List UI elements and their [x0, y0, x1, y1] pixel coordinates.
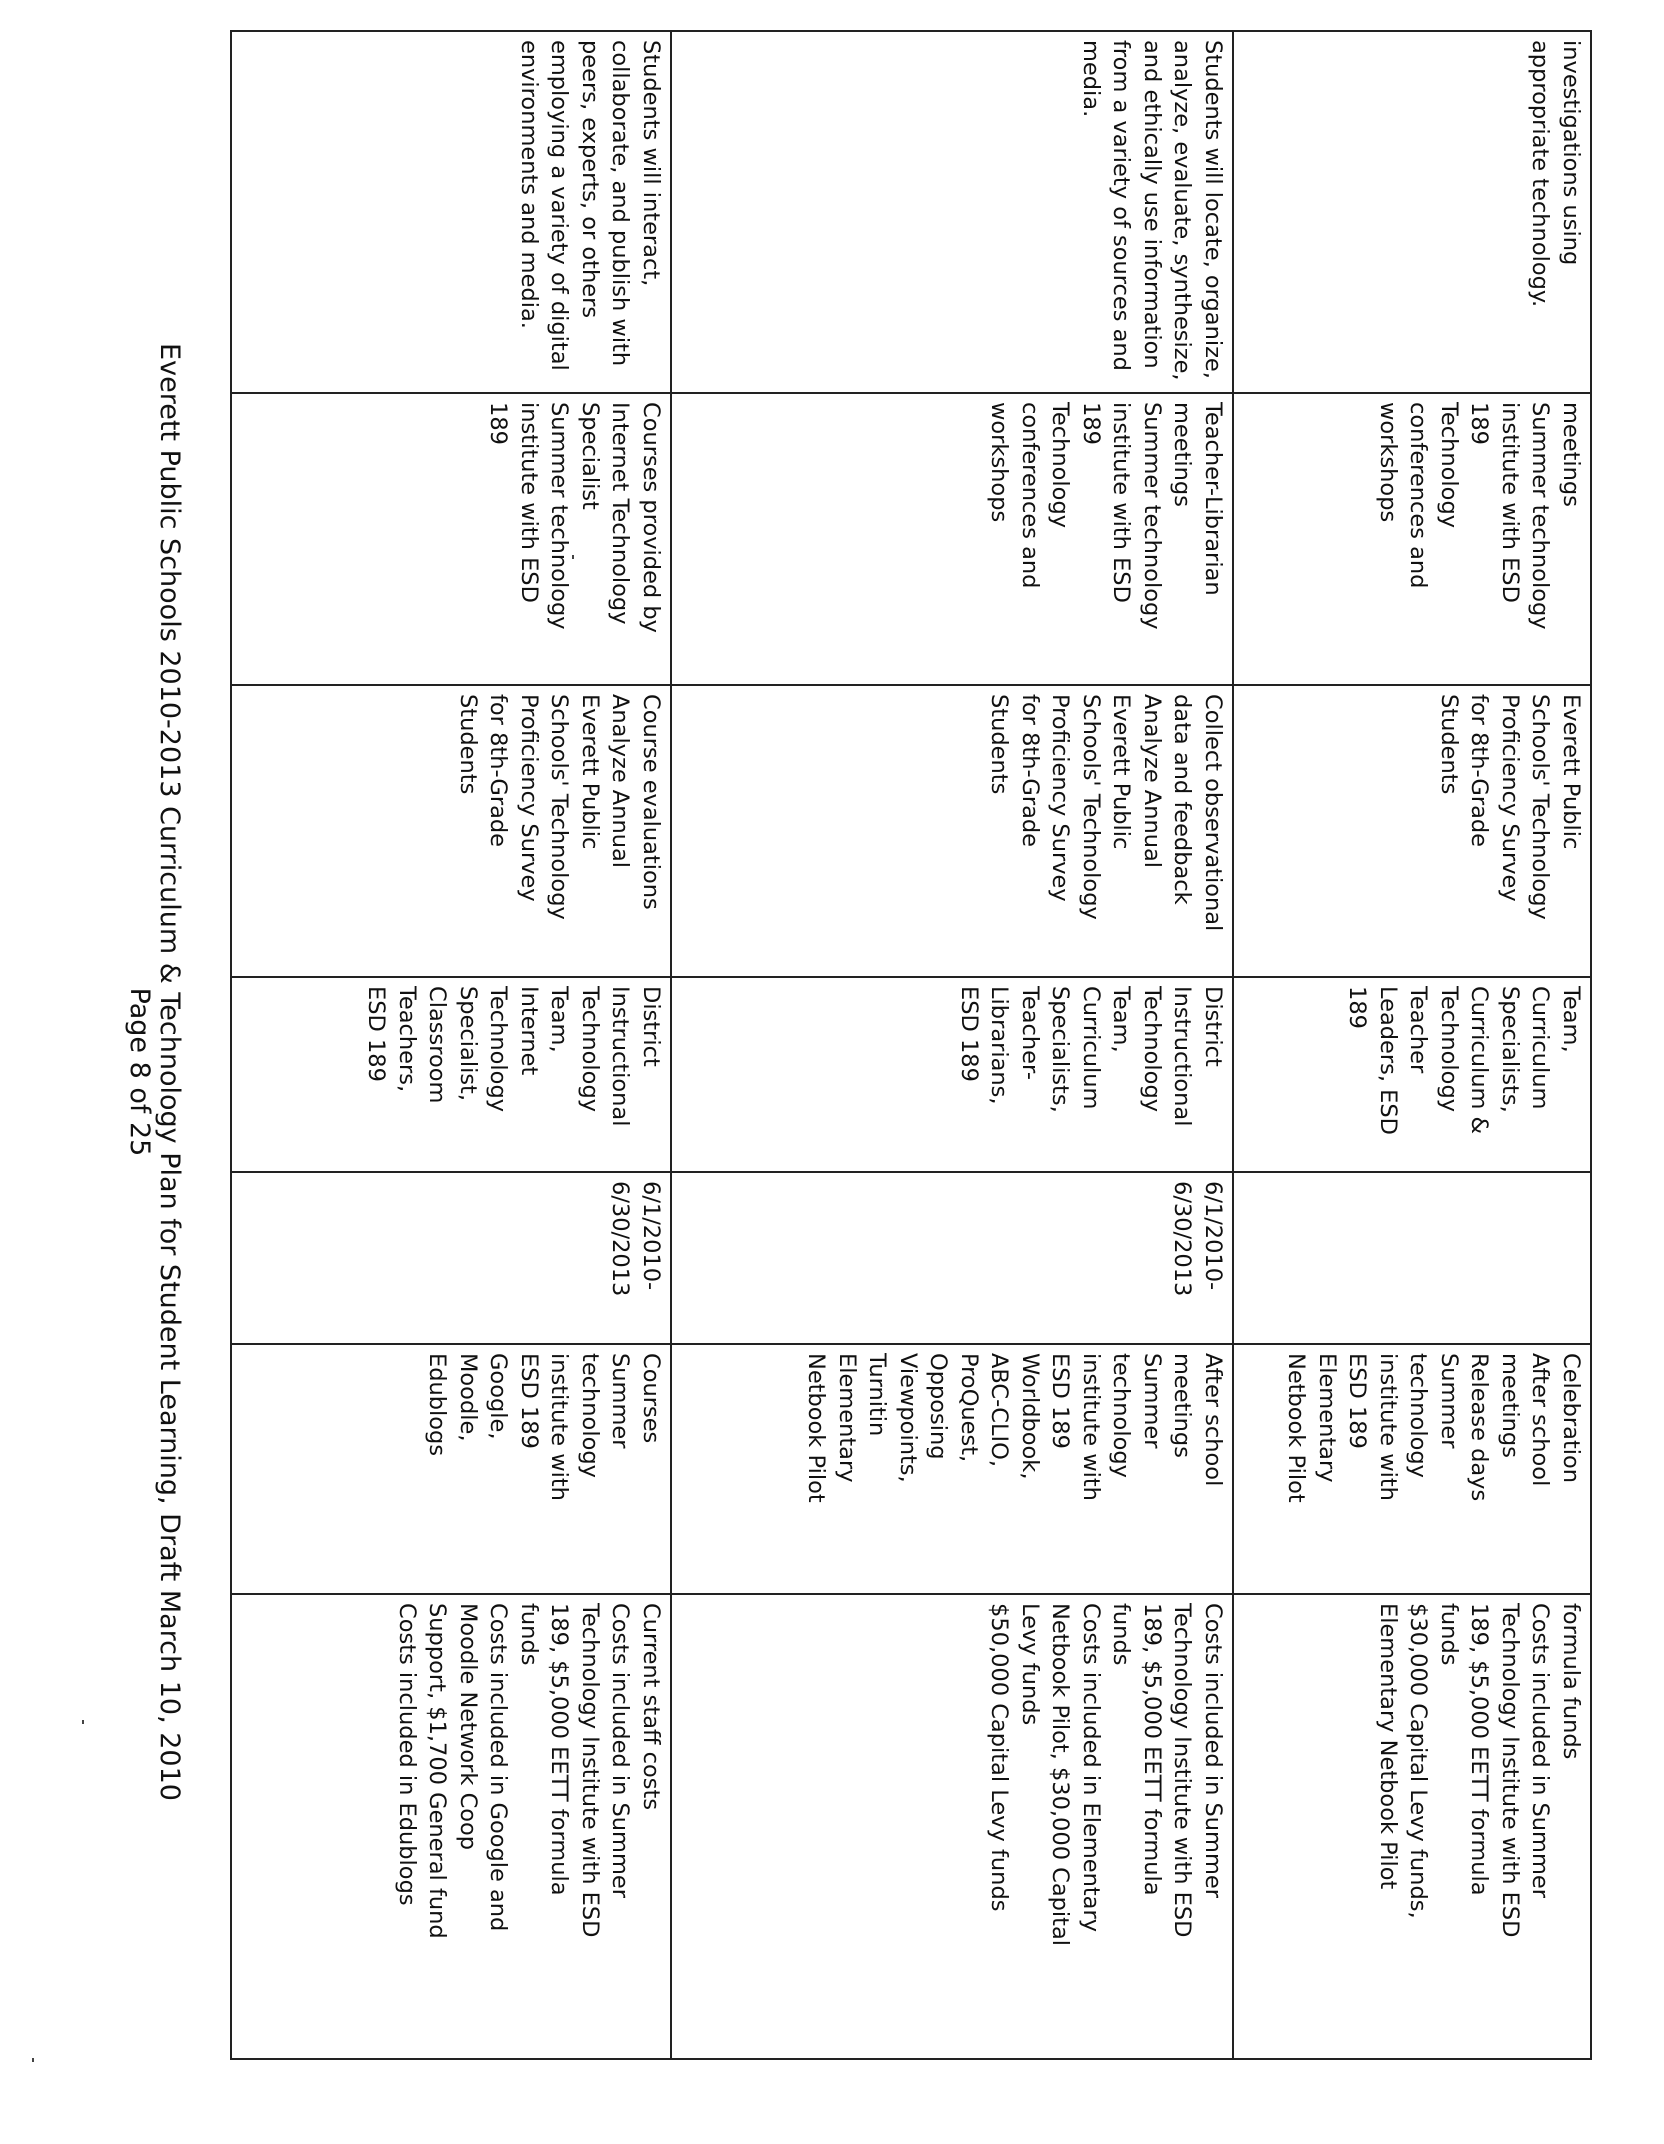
table-row: [231, 31, 671, 2059]
cell-line: workshops: [1375, 402, 1401, 523]
page-number: Page 8 of 25: [124, 987, 155, 1157]
cell-line: meetings: [1169, 402, 1196, 507]
cell-line: Students will interact,: [638, 40, 664, 287]
cell-line: $30,000 Capital Levy funds,: [1405, 1603, 1432, 1919]
cell-line: Opposing: [925, 1353, 952, 1460]
cell-line: Internet: [516, 986, 542, 1076]
cell-line: institute with: [1078, 1353, 1104, 1501]
cell-line: Summer: [1436, 1353, 1462, 1449]
cell-line: ESD 189: [516, 1353, 542, 1449]
scan-speck: [572, 555, 574, 559]
timeline-cell: [671, 1172, 1233, 1344]
evaluation-cell: [671, 685, 1233, 977]
scan-speck: [82, 1720, 84, 1724]
cell-line: Costs included in Summer: [607, 1603, 634, 1898]
budget-cell: [231, 1594, 671, 2059]
cell-line: analyze, evaluate, synthesize,: [1169, 40, 1196, 381]
cell-line: formula funds: [1558, 1603, 1584, 1760]
cell-line: institute with ESD: [516, 402, 542, 603]
budget-cell: [671, 1594, 1233, 2059]
cell-line: 189, $5,000 EETT formula: [1466, 1603, 1493, 1896]
cell-line: Elementary: [834, 1353, 860, 1483]
cell-line: Teacher-: [1017, 986, 1043, 1080]
cell-line: 6/30/2013: [607, 1181, 634, 1297]
cell-line: meetings: [1497, 1353, 1523, 1458]
cell-line: Students: [986, 694, 1013, 795]
cell-line: 189: [1078, 402, 1104, 445]
cell-line: Technology: [485, 986, 512, 1113]
cell-line: Schools' Technology: [1527, 694, 1554, 920]
table-row: [671, 31, 1233, 2059]
cell-line: Edublogs: [424, 1353, 451, 1457]
cell-line: Technology Institute with ESD: [1169, 1603, 1196, 1938]
cell-line: from a variety of sources and: [1108, 40, 1135, 371]
strategies-cell: [1233, 393, 1591, 685]
cell-line: funds: [1108, 1603, 1135, 1666]
timeline-cell: [231, 1172, 671, 1344]
cell-line: Technology: [1047, 402, 1074, 529]
cell-line: 189, $5,000 EETT formula: [546, 1603, 573, 1896]
cell-line: Summer technology: [1139, 402, 1165, 630]
cell-line: Instructional: [1169, 986, 1196, 1127]
cell-line: institute with: [546, 1353, 573, 1501]
cell-line: Viewpoints,: [895, 1353, 921, 1483]
cell-line: Students: [1436, 694, 1462, 795]
cell-line: 189, $5,000 EETT formula: [1139, 1603, 1165, 1896]
cell-line: Librarians,: [986, 986, 1013, 1105]
cell-line: Summer technology: [546, 402, 573, 630]
cell-line: institute with ESD: [1108, 402, 1135, 603]
cell-line: Team,: [546, 986, 573, 1053]
cell-line: ProQuest,: [956, 1353, 982, 1463]
cell-line: After school: [1200, 1353, 1226, 1487]
cell-line: Summer: [1139, 1353, 1165, 1449]
cell-line: Collect observational: [1200, 694, 1226, 932]
cell-line: Analyze Annual: [607, 694, 634, 869]
responsible-cell: [1233, 977, 1591, 1172]
cell-line: Technology: [577, 986, 603, 1113]
cell-line: for 8th-Grade: [1466, 694, 1493, 848]
cell-line: institute with: [1375, 1353, 1401, 1501]
cell-line: funds: [1436, 1603, 1462, 1666]
cell-line: peers, experts, or others: [577, 40, 603, 319]
cell-line: ABC-CLIO,: [986, 1353, 1013, 1468]
cell-line: 6/1/2010-: [1200, 1181, 1226, 1291]
cell-line: Courses: [638, 1353, 664, 1444]
cell-line: for 8th-Grade: [1017, 694, 1043, 848]
timeline-cell: [1233, 1172, 1591, 1344]
cell-line: ESD 189: [363, 986, 390, 1082]
cell-line: technology: [577, 1353, 603, 1478]
cell-line: Netbook Pilot: [803, 1353, 830, 1503]
cell-line: employing a variety of digital: [546, 40, 573, 371]
cell-line: conferences and: [1017, 402, 1043, 589]
cell-line: Elementary Netbook Pilot: [1375, 1603, 1401, 1890]
standard-cell: [671, 31, 1233, 393]
cell-line: Curriculum &: [1466, 986, 1493, 1135]
footer-title: Everett Public Schools 2010-2013 Curriculum & Technology Plan for Student Learning, Draft March 10, 2010: [154, 343, 185, 1801]
resources-cell: [671, 1344, 1233, 1594]
cell-line: Costs included in Summer: [1200, 1603, 1226, 1898]
strategies-cell: [671, 393, 1233, 685]
cell-line: ESD 189: [1344, 1353, 1371, 1449]
cell-line: conferences and: [1405, 402, 1432, 589]
cell-line: Everett Public: [1558, 694, 1584, 850]
cell-line: Turnitin: [864, 1353, 891, 1437]
cell-line: institute with ESD: [1497, 402, 1523, 603]
cell-line: Technology Institute with ESD: [577, 1603, 603, 1938]
cell-line: environments and media.: [516, 40, 542, 329]
cell-line: Specialists,: [1047, 986, 1074, 1113]
page-footer: [124, 0, 184, 2144]
cell-line: Specialists,: [1497, 986, 1523, 1113]
cell-line: Support, $1,700 General fund: [424, 1603, 451, 1939]
standard-cell: [1233, 31, 1591, 393]
cell-line: data and feedback: [1169, 694, 1196, 905]
resources-cell: [1233, 1344, 1591, 1594]
cell-line: Specialist: [577, 402, 603, 510]
cell-line: and ethically use information: [1139, 40, 1165, 369]
cell-line: Costs included in Elementary: [1078, 1603, 1104, 1933]
responsible-cell: [231, 977, 671, 1172]
standard-cell: [231, 31, 671, 393]
cell-line: Technology: [1139, 986, 1165, 1113]
cell-line: District: [1200, 986, 1226, 1067]
cell-line: Proficiency Survey: [1047, 694, 1074, 902]
cell-line: Classroom: [424, 986, 451, 1104]
cell-line: funds: [516, 1603, 542, 1666]
cell-line: 189: [485, 402, 512, 445]
cell-line: Leaders, ESD: [1375, 986, 1401, 1135]
cell-line: District: [638, 986, 664, 1067]
cell-line: Analyze Annual: [1139, 694, 1165, 869]
cell-line: Teachers,: [394, 986, 420, 1093]
cell-line: Proficiency Survey: [516, 694, 542, 902]
cell-line: 189: [1344, 986, 1371, 1029]
cell-line: Summer technology: [1527, 402, 1554, 630]
cell-line: Schools' Technology: [1078, 694, 1104, 920]
cell-line: technology: [1405, 1353, 1432, 1478]
evaluation-cell: [1233, 685, 1591, 977]
cell-line: Current staff costs: [638, 1603, 664, 1811]
strategies-cell: [231, 393, 671, 685]
cell-line: After school: [1527, 1353, 1554, 1487]
cell-line: Internet Technology: [607, 402, 634, 625]
cell-line: Technology Institute with ESD: [1497, 1603, 1523, 1938]
cell-line: 189: [1466, 402, 1493, 445]
cell-line: Costs included in Edublogs: [394, 1603, 420, 1906]
cell-line: $50,000 Capital Levy funds: [986, 1603, 1013, 1912]
cell-line: Release days: [1466, 1353, 1493, 1502]
table-row: [1233, 31, 1591, 2059]
cell-line: 6/30/2013: [1169, 1181, 1196, 1297]
cell-line: collaborate, and publish with: [607, 40, 634, 367]
cell-line: Technology: [1436, 986, 1462, 1113]
cell-line: Team,: [1558, 986, 1584, 1053]
cell-line: Proficiency Survey: [1497, 694, 1523, 902]
cell-line: meetings: [1558, 402, 1584, 507]
cell-line: technology: [1108, 1353, 1135, 1478]
cell-line: ESD 189: [1047, 1353, 1074, 1449]
cell-line: Levy funds: [1017, 1603, 1043, 1726]
cell-line: Everett Public: [577, 694, 603, 850]
evaluation-cell: [231, 685, 671, 977]
cell-line: Netbook Pilot, $30,000 Capital: [1047, 1603, 1074, 1947]
cell-line: Course evaluations: [638, 694, 664, 910]
cell-line: 6/1/2010-: [638, 1181, 664, 1291]
cell-line: Worldbook,: [1017, 1353, 1043, 1480]
cell-line: Curriculum: [1078, 986, 1104, 1110]
cell-line: for 8th-Grade: [485, 694, 512, 848]
cell-line: Elementary: [1314, 1353, 1340, 1483]
cell-line: Teacher: [1405, 986, 1432, 1074]
cell-line: media.: [1078, 40, 1104, 118]
responsible-cell: [671, 977, 1233, 1172]
cell-line: ESD 189: [956, 986, 982, 1082]
resources-cell: [231, 1344, 671, 1594]
cell-line: Moodle,: [455, 1353, 481, 1442]
cell-line: investigations using: [1558, 40, 1584, 266]
cell-line: Netbook Pilot: [1283, 1353, 1310, 1503]
cell-line: Instructional: [607, 986, 634, 1127]
cell-line: Moodle Network Coop: [455, 1603, 481, 1851]
cell-line: Students: [455, 694, 481, 795]
cell-line: appropriate technology.: [1527, 40, 1554, 308]
cell-line: Celebration: [1558, 1353, 1584, 1484]
cell-line: Technology: [1436, 402, 1462, 529]
cell-line: Schools' Technology: [546, 694, 573, 920]
cell-line: Team,: [1108, 986, 1135, 1053]
cell-line: Costs included in Summer: [1527, 1603, 1554, 1898]
scan-speck: [32, 2058, 34, 2062]
cell-line: Students will locate, organize,: [1200, 40, 1226, 379]
cell-line: Everett Public: [1108, 694, 1135, 850]
cell-line: Curriculum: [1527, 986, 1554, 1110]
cell-line: Google,: [485, 1353, 512, 1440]
budget-cell: [1233, 1594, 1591, 2059]
technology-plan-table: [230, 30, 1592, 2060]
cell-line: Courses provided by: [638, 402, 664, 633]
cell-line: Specialist,: [455, 986, 481, 1102]
cell-line: Summer: [607, 1353, 634, 1449]
cell-line: Teacher-Librarian: [1200, 402, 1226, 596]
cell-line: workshops: [986, 402, 1013, 523]
cell-line: meetings: [1169, 1353, 1196, 1458]
cell-line: Costs included in Google and: [485, 1603, 512, 1932]
